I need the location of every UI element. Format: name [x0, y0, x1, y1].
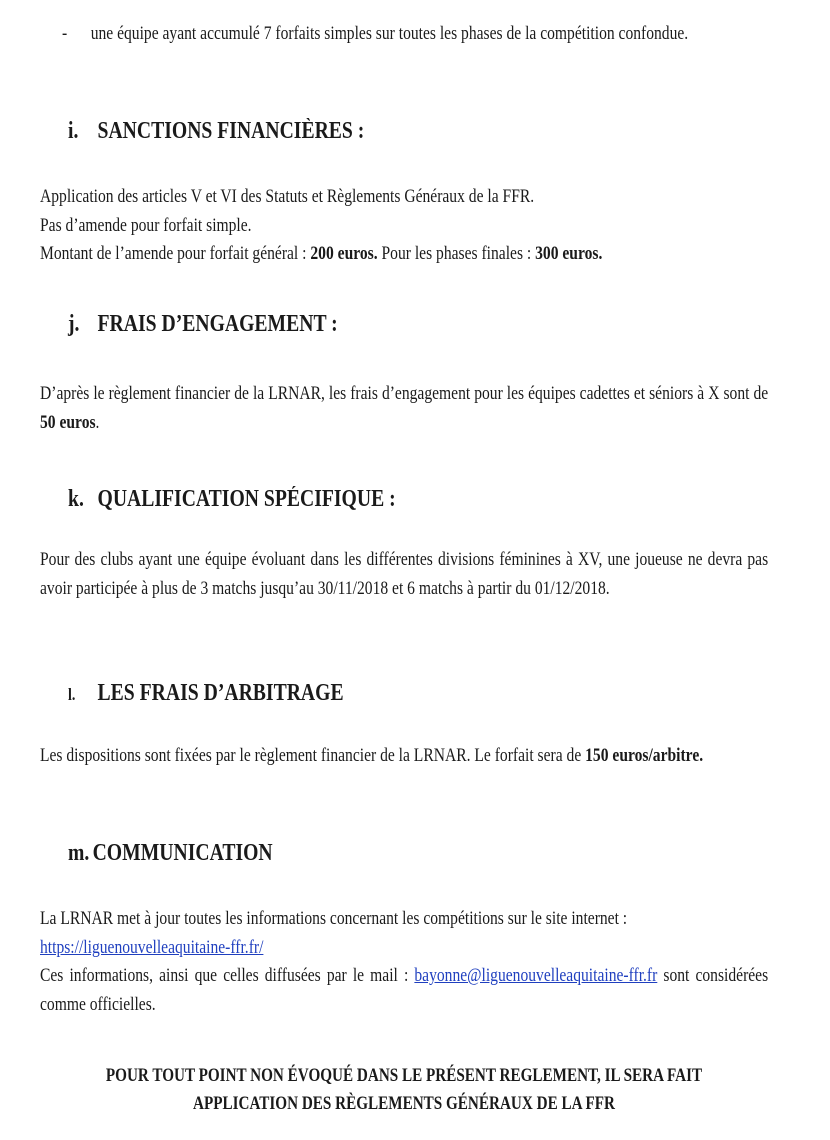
heading-letter: i. — [68, 118, 79, 144]
engagement-end: . — [95, 411, 100, 433]
heading-title: SANCTIONS FINANCIÈRES : — [97, 118, 365, 144]
engagement-text: D’après le règlement financier de la LRNAR, les frais d’engagement pour les équipes cadettes et séniors à X sont de — [40, 383, 769, 404]
sanctions-amount-text: Montant de l’amende pour forfait général : — [40, 243, 311, 264]
heading-sanctions-financieres — [68, 116, 364, 146]
heading-qualification-specifique — [68, 484, 396, 514]
communication-email-paragraph — [40, 962, 769, 1019]
heading-title: LES FRAIS D’ARBITRAGE — [97, 680, 344, 706]
heading-letter: l. — [68, 685, 76, 704]
footer-notice — [106, 1062, 703, 1118]
bullet-item — [62, 20, 689, 49]
sanctions-finals-text: Pour les phases finales : — [377, 243, 536, 264]
engagement-paragraph — [40, 380, 769, 437]
footer-line-1: POUR TOUT POINT NON ÉVOQUÉ DANS LE PRÉSENT REGLEMENT, IL SERA FAIT — [105, 1066, 703, 1086]
amount-finals: 300 euros. — [535, 243, 603, 264]
sanctions-line-1: Application des articles V et VI des Statuts et Règlements Généraux de la FFR. — [40, 186, 535, 207]
heading-communication — [68, 838, 273, 868]
qualification-text: Pour des clubs ayant une équipe évoluant dans les différentes divisions féminines à XV, une joueuse ne devra pas avoir participée à plus de 3 matchs jusqu’au 30/11/2018 et 6 matchs à partir du 01/12/2018. — [40, 549, 769, 599]
heading-title: QUALIFICATION SPÉCIFIQUE : — [97, 486, 396, 512]
heading-title: FRAIS D’ENGAGEMENT : — [97, 311, 338, 337]
arbitrage-paragraph — [40, 742, 704, 771]
sanctions-line-2: Pas d’amende pour forfait simple. — [40, 214, 252, 236]
engagement-amount: 50 euros — [40, 411, 96, 433]
bullet-dash: - — [62, 23, 68, 44]
bullet-text: une équipe ayant accumulé 7 forfaits simples sur toutes les phases de la compétition confondue. — [90, 23, 689, 44]
website-link[interactable]: https://liguenouvelleaquitaine-ffr.fr/ — [40, 936, 264, 958]
heading-letter: k. — [68, 486, 84, 512]
communication-email-text: Ces informations, ainsi que celles diffusées par le mail : — [40, 965, 415, 986]
communication-official-text: sont considérées comme officielles. — [40, 965, 769, 1015]
communication-paragraph — [40, 905, 637, 962]
heading-letter: j. — [68, 311, 80, 337]
heading-letter: m. — [68, 840, 90, 866]
sanctions-line-3 — [40, 240, 768, 269]
heading-title: COMMUNICATION — [92, 840, 273, 866]
footer-line-2: APPLICATION DES RÈGLEMENTS GÉNÉRAUX DE LA FFR — [192, 1094, 615, 1114]
email-link[interactable]: bayonne@liguenouvelleaquitaine-ffr.fr — [414, 965, 658, 986]
amount-general: 200 euros. — [310, 243, 378, 264]
arbitrage-amount: 150 euros/arbitre. — [585, 745, 704, 766]
sanctions-paragraph — [40, 183, 637, 269]
arbitrage-text: Les dispositions sont fixées par le règlement financier de la LRNAR. Le forfait sera de — [40, 745, 586, 766]
qualification-paragraph — [40, 546, 769, 603]
communication-line-1: La LRNAR met à jour toutes les informations concernant les compétitions sur le site internet : — [40, 908, 628, 929]
heading-frais-engagement — [68, 309, 338, 339]
heading-frais-arbitrage — [68, 678, 344, 710]
